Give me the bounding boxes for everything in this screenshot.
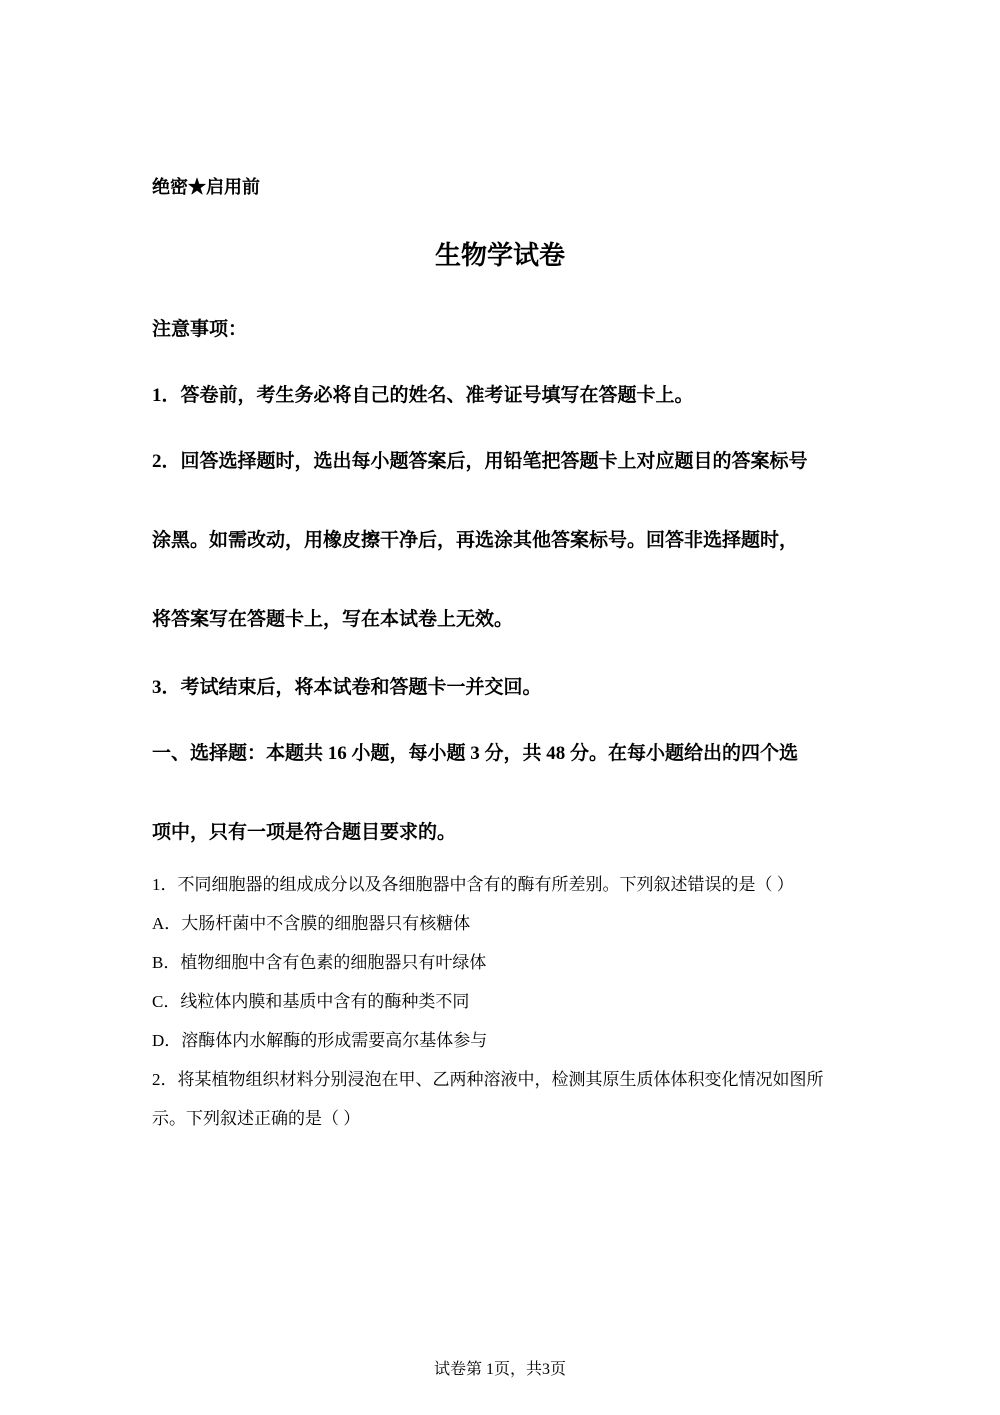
notice-heading: 注意事项：: [152, 319, 248, 340]
question-1-option-c: C．线粒体内膜和基质中含有的酶种类不同: [152, 992, 470, 1011]
section-heading-line-1: 一、选择题：本题共 16 小题，每小题 3 分，共 48 分。在每小题给出的四个选: [152, 743, 799, 764]
confidential-mark: 绝密★启用前: [152, 177, 260, 197]
page-title: 生物学试卷: [434, 241, 565, 270]
notice-item-3: 3．考试结束后，将本试卷和答题卡一并交回。: [152, 677, 542, 698]
notice-item-2-line-1: 2．回答选择题时，选出每小题答案后，用铅笔把答题卡上对应题目的答案标号: [152, 451, 808, 472]
notice-item-1: 1．答卷前，考生务必将自己的姓名、准考证号填写在答题卡上。: [152, 385, 694, 406]
section-heading-line-2: 项中，只有一项是符合题目要求的。: [152, 822, 457, 843]
question-2-stem-line-2: 示。下列叙述正确的是（ ）: [152, 1109, 361, 1128]
question-1-stem: 1．不同细胞器的组成成分以及各细胞器中含有的酶有所差别。下列叙述错误的是（ ）: [152, 875, 794, 894]
question-1-option-b: B．植物细胞中含有色素的细胞器只有叶绿体: [152, 953, 487, 972]
question-2-stem-line-1: 2．将某植物组织材料分别浸泡在甲、乙两种溶液中，检测其原生质体体积变化情况如图所: [152, 1070, 824, 1089]
notice-item-2-line-3: 将答案写在答题卡上，写在本试卷上无效。: [152, 609, 514, 630]
page-footer: 试卷第 1页，共3页: [433, 1361, 566, 1378]
question-1-option-a: A．大肠杆菌中不含膜的细胞器只有核糖体: [152, 914, 471, 933]
question-1-option-d: D．溶酶体内水解酶的形成需要高尔基体参与: [152, 1031, 488, 1050]
notice-item-2-line-2: 涂黑。如需改动，用橡皮擦干净后，再选涂其他答案标号。回答非选择题时，: [152, 530, 799, 551]
